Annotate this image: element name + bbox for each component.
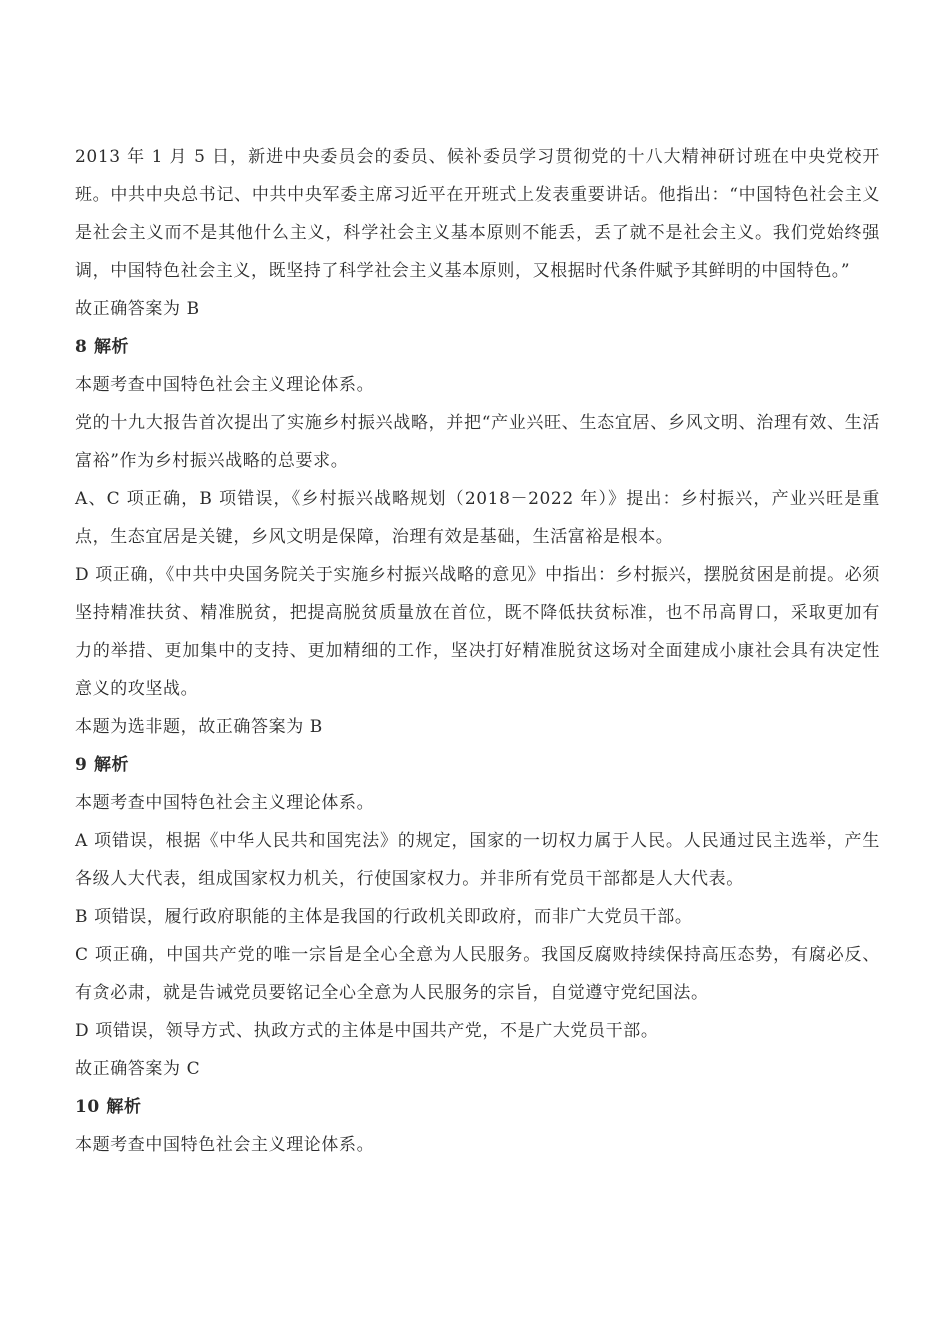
answer-line: 故正确答案为 B <box>75 299 200 319</box>
section-heading-9: 9 解析 <box>75 755 130 775</box>
paragraph: D 项错误，领导方式、执政方式的主体是中国共产党，不是广大党员干部。 <box>75 1021 659 1041</box>
paragraph: A、C 项正确，B 项错误，《乡村振兴战略规划（2018－2022 年）》提出：乡村振兴，产业兴旺是重点，生态宜居是关键，乡风文明是保障，治理有效是基础，生活富裕是根本。 <box>75 489 880 547</box>
paragraph: A 项错误，根据《中华人民共和国宪法》的规定，国家的一切权力属于人民。人民通过民主选举，产生各级人大代表，组成国家权力机关，行使国家权力。并非所有党员干部都是人大代表。 <box>75 831 880 889</box>
answer-line: 本题为选非题，故正确答案为 B <box>75 717 323 737</box>
paragraph: B 项错误，履行政府职能的主体是我国的行政机关即政府，而非广大党员干部。 <box>75 907 693 927</box>
paragraph: 本题考查中国特色社会主义理论体系。 <box>75 793 375 813</box>
answer-line: 故正确答案为 C <box>75 1059 201 1079</box>
section-heading-10: 10 解析 <box>75 1097 142 1117</box>
section-heading-8: 8 解析 <box>75 337 130 357</box>
paragraph: 本题考查中国特色社会主义理论体系。 <box>75 375 375 395</box>
paragraph: 本题考查中国特色社会主义理论体系。 <box>75 1135 375 1155</box>
document-body <box>75 138 880 1164</box>
paragraph: C 项正确，中国共产党的唯一宗旨是全心全意为人民服务。我国反腐败持续保持高压态势，有腐必反、有贪必肃，就是告诫党员要铭记全心全意为人民服务的宗旨，自觉遵守党纪国法。 <box>75 945 880 1003</box>
paragraph: D 项正确，《中共中央国务院关于实施乡村振兴战略的意见》中指出：乡村振兴，摆脱贫困是前提。必须坚持精准扶贫、精准脱贫，把提高脱贫质量放在首位，既不降低扶贫标准，也不吊高胃口，采取更加有力的举措、更加集中的支持、更加精细的工作，坚决打好精准脱贫这场对全面建成小康社会具有决定性意义的攻坚战。 <box>75 565 880 699</box>
paragraph: 党的十九大报告首次提出了实施乡村振兴战略，并把“产业兴旺、生态宜居、乡风文明、治理有效、生活富裕”作为乡村振兴战略的总要求。 <box>75 413 880 471</box>
paragraph-quote: 2013 年 1 月 5 日，新进中央委员会的委员、候补委员学习贯彻党的十八大精神研讨班在中央党校开班。中共中央总书记、中共中央军委主席习近平在开班式上发表重要讲话。他指出：“中国特色社会主义是社会主义而不是其他什么主义，科学社会主义基本原则不能丢，丢了就不是社会主义。我们党始终强调，中国特色社会主义，既坚持了科学社会主义基本原则，又根据时代条件赋予其鲜明的中国特色。” <box>75 147 880 281</box>
